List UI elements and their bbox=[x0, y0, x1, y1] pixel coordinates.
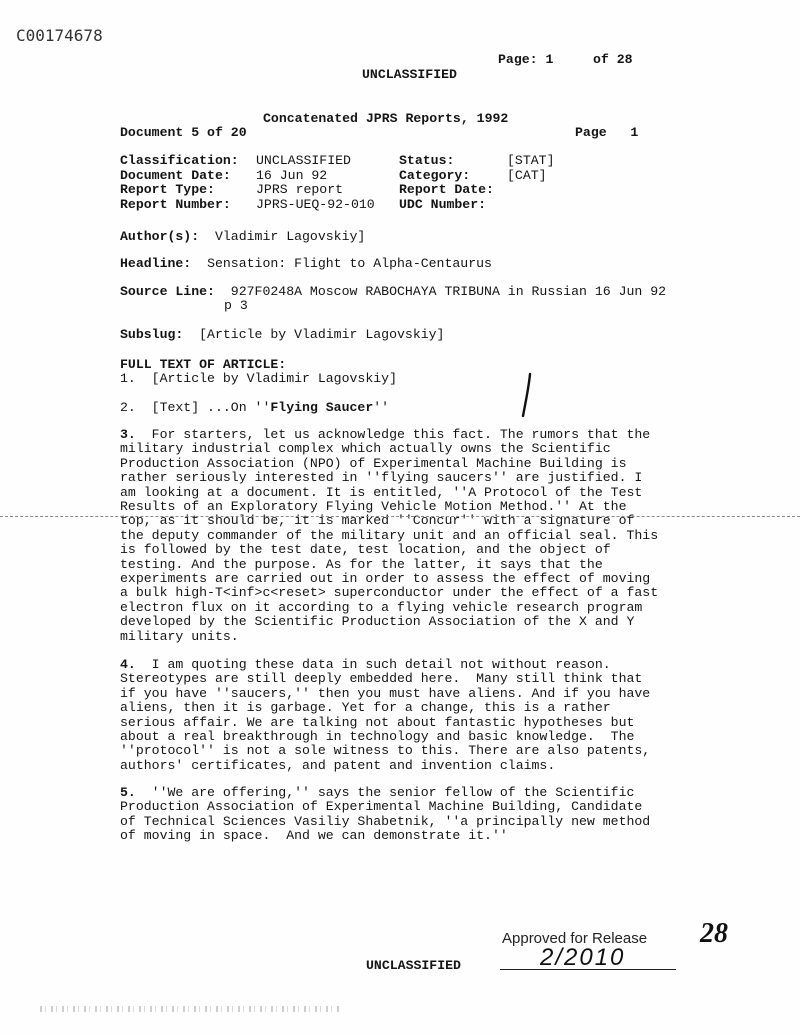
author-label: Author(s): bbox=[120, 229, 200, 244]
subslug-value: [Article by Vladimir Lagovskiy] bbox=[199, 327, 445, 342]
page-number-right: Page 1 bbox=[575, 125, 639, 140]
item-2-title: Flying Saucer bbox=[270, 400, 374, 415]
source-value: 927F0248A Moscow RABOCHAYA TRIBUNA in Russian 16 Jun 92 bbox=[230, 284, 667, 299]
document-number: Document 5 of 20 bbox=[120, 125, 247, 140]
paragraph-3 bbox=[120, 427, 667, 644]
article-item-1: 1. [Article by Vladimir Lagovskiy] bbox=[120, 371, 397, 386]
metadata-row bbox=[120, 183, 554, 198]
headline-line bbox=[120, 256, 492, 271]
item-2-prefix: 2. [Text] ...On '' bbox=[120, 400, 271, 415]
subslug-label: Subslug: bbox=[120, 327, 184, 342]
report-date-label: Report Date: bbox=[399, 182, 494, 198]
document-date-value: 16 Jun 92 bbox=[256, 167, 328, 183]
classification-label: Classification: bbox=[120, 153, 239, 168]
full-text-heading: FULL TEXT OF ARTICLE: bbox=[120, 357, 287, 372]
author-line bbox=[120, 229, 365, 244]
report-number-value: JPRS-UEQ-92-010 bbox=[256, 196, 375, 212]
report-type-label: Report Type: bbox=[120, 182, 215, 198]
metadata-row bbox=[120, 169, 554, 184]
category-value: [CAT] bbox=[507, 167, 547, 183]
classification-value: UNCLASSIFIED bbox=[256, 153, 351, 168]
source-line-continued: p 3 bbox=[224, 298, 248, 313]
category-label: Category: bbox=[399, 167, 471, 183]
article-item-2 bbox=[120, 400, 389, 415]
paragraph-text: For starters, let us acknowledge this fact. The rumors that the military industrial complex which actually owns the Scientific Production Association (NPO) of Experimental Machine Building is rather seriously interested in ''flying saucers'' are justified. I am looking at a document. It is entitled, ''A Protocol of the Test Results of an Exploratory Flying Vehicle Motion Method.'' At the top, as it should be, it is marked ''Concur'' with a signature of the deputy commander of the military unit and an official seal. This is followed by the test date, test location, and the object of testing. And the purpose. As for the latter, it says that the experiments are carried out in order to assess the effect of moving a bulk high-T<inf>c<reset> superconductor under the effect of a fast electron flux on it according to a flying vehicle research program developed by the Scientific Production Association of the X and Y military units. bbox=[120, 427, 667, 644]
paragraph-number: 5. bbox=[120, 785, 136, 800]
handwritten-page-number: 28 bbox=[700, 918, 728, 949]
headline-value: Sensation: Flight to Alpha-Centaurus bbox=[207, 256, 492, 271]
metadata-block bbox=[120, 154, 554, 212]
document-control-number: C00174678 bbox=[16, 26, 103, 45]
report-type-value: JPRS report bbox=[256, 182, 344, 198]
metadata-row bbox=[120, 154, 554, 169]
paragraph-4 bbox=[120, 658, 660, 773]
report-title: Concatenated JPRS Reports, 1992 bbox=[263, 111, 509, 126]
headline-label: Headline: bbox=[120, 256, 192, 271]
metadata-row bbox=[120, 198, 554, 213]
udc-number-label: UDC Number: bbox=[399, 196, 487, 212]
release-stamp: Approved for Release bbox=[502, 930, 648, 947]
status-label: Status: bbox=[399, 153, 455, 168]
release-date-handwritten: 2/2010 bbox=[540, 944, 626, 971]
source-label: Source Line: bbox=[120, 284, 215, 299]
source-line bbox=[120, 284, 666, 299]
author-value: Vladimir Lagovskiy] bbox=[214, 229, 366, 244]
scan-noise bbox=[40, 1006, 340, 1012]
status-value: [STAT] bbox=[507, 153, 555, 168]
top-classification-marking: UNCLASSIFIED bbox=[362, 67, 457, 82]
paragraph-number: 3. bbox=[120, 427, 136, 442]
page-indicator: Page: 1 of 28 bbox=[498, 52, 633, 67]
scan-artifact-line bbox=[0, 516, 800, 517]
document-date-label: Document Date: bbox=[120, 167, 231, 183]
item-2-suffix: '' bbox=[373, 400, 390, 415]
signature-line bbox=[500, 969, 676, 970]
pen-stroke-icon bbox=[520, 372, 534, 418]
paragraph-text: ''We are offering,'' says the senior fellow of the Scientific Production Association of Experimental Machine Building, Candidate of Technical Sciences Vasiliy Shabetnik, ''a principally new method of moving in space. And we can demonstrate it.'' bbox=[120, 785, 659, 844]
subslug-line bbox=[120, 327, 444, 342]
paragraph-text: I am quoting these data in such detail not without reason. Stereotypes are still deeply embedded here. Many still think that if you have ''saucers,'' then you must have aliens. And if you have aliens, then it is garbage. Yet for a change, this is a rather serious affair. We are talking not about fantastic hypotheses but about a real breakthrough in technology and basic knowledge. The ''protocol'' is not a sole witness to this. There are also patents, authors' certificates, and patent and invention claims. bbox=[120, 657, 659, 773]
paragraph-number: 4. bbox=[120, 657, 136, 672]
report-number-label: Report Number: bbox=[120, 196, 231, 212]
bottom-classification-marking: UNCLASSIFIED bbox=[366, 958, 461, 973]
paragraph-5 bbox=[120, 786, 660, 844]
